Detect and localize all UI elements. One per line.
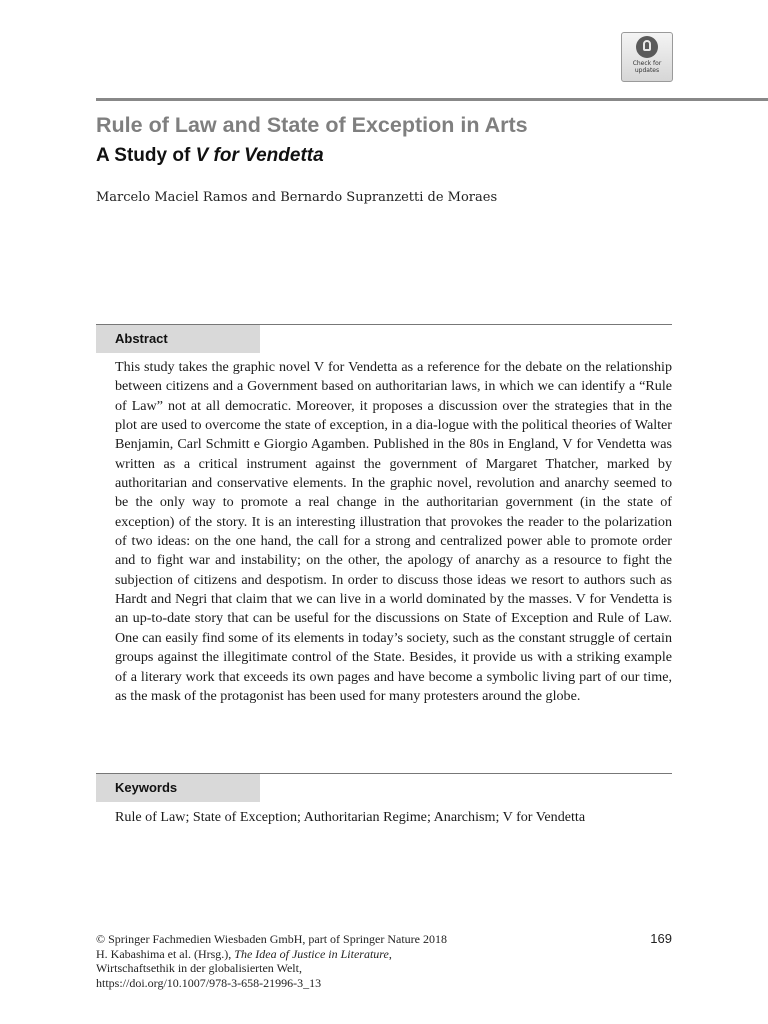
subtitle-italic: V for Vendetta [195, 145, 324, 166]
subtitle-prefix: A Study of [96, 145, 196, 166]
author-line: Marcelo Maciel Ramos and Bernardo Supranzetti de Moraes [96, 190, 498, 205]
check-for-updates-badge[interactable] [621, 32, 673, 82]
header-rule [96, 98, 768, 101]
abstract-text: This study takes the graphic novel V for Vendetta as a reference for the debate on the relationship between citizens and a Government based on authoritarian laws, in which we can identify a “Rule of Law” not at all democratic. Moreover, it proposes a discussion over the strategies that in the plot are used to overcome the state of exception, in a dia-logue with the political theories of Walter Benjamin, Carl Schmitt e Giorgio Agamben. Published in the 80s in England, V for Vendetta was written as a critical instrument against the government of Margaret Thatcher, marked by authoritarian and conservative elements. In the graphic novel, revolution and anarchy seemed to be the only way to promote a real change in the authoritarian government (in the state of exception) of the story. It is an interesting illustration that provokes the reader to the polarization of two ideas: on the one hand, the call for a strong and centralized power able to promote order and to fight war and instability; on the other, the apology of anarchy as a resource to fight the subjection of citizens and despotism. In order to discuss those ideas we resort to authors such as Hardt and Negri that claim that we can live in a world dominated by the masses. V for Vendetta is an up-to-date story that can be useful for the discussions on State of Exception and Rule of Law. One can easily find some of its elements in today’s society, such as the constant struggle of certain groups against the illegitimate control of the State. Besides, it provide us with a striking example of a literary work that exceeds its own pages and have become a symbolic living part of our time, as the mask of the protagonist has been used for many protesters around the globe. [115, 359, 672, 704]
chapter-title: Rule of Law and State of Exception in Arts [96, 113, 528, 137]
series-line: Wirtschaftsethik in der globalisierten Welt, [96, 961, 302, 976]
badge-label: Check for updates [632, 60, 662, 74]
footnote [96, 932, 556, 990]
doi-link[interactable]: https://doi.org/10.1007/978-3-658-21996-3_13 [96, 975, 322, 990]
check-for-updates-icon [636, 36, 658, 58]
keywords-text: Rule of Law; State of Exception; Authoritarian Regime; Anarchism; V for Vendetta [115, 809, 586, 825]
copyright-line: © Springer Fachmedien Wiesbaden GmbH, part of Springer Nature 2018 [96, 932, 447, 946]
citation-title: The Idea of Justice in Literature [234, 946, 389, 961]
citation-line [96, 947, 556, 962]
citation-suffix: , [388, 946, 392, 961]
citation-prefix: H. Kabashima et al. (Hrsg.), [96, 946, 235, 961]
abstract-heading: Abstract [96, 325, 260, 353]
keywords-heading: Keywords [96, 774, 260, 802]
chapter-subtitle [96, 145, 324, 167]
page-number: 169 [650, 931, 672, 946]
